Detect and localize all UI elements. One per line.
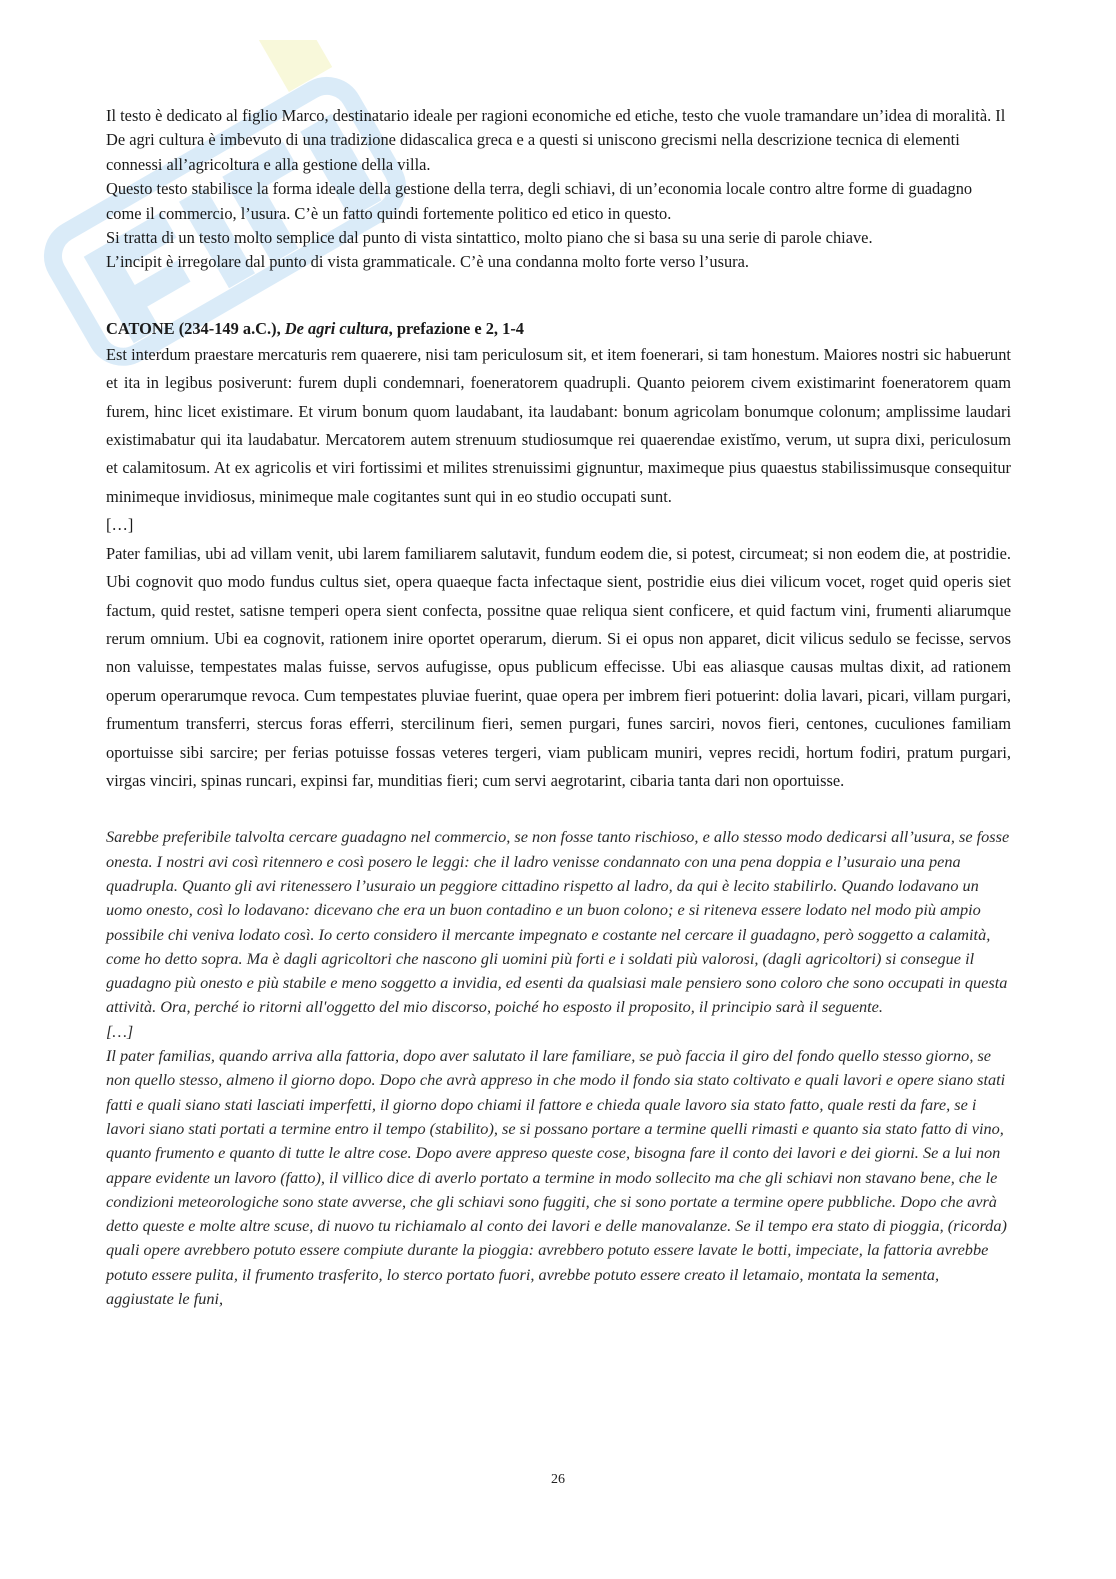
section-heading	[106, 317, 1011, 341]
heading-author: CATONE (234-149 a.C.),	[106, 318, 281, 338]
translation-paragraph: Sarebbe preferibile talvolta cercare guadagno nel commercio, se non fosse tanto rischioso, e allo stesso modo dedicarsi all’usura, se fosse onesta. I nostri avi così ritennero e così posero le leggi: che il ladro venisse condannato con una pena doppia e l’usuraio una pena quadrupla. Quanto gli avi ritenessero l’usuraio un peggiore cittadino rispetto al ladro, da qui è lecito stabilirlo. Quando lodavano un uomo onesto, così lo lodavano: dicevano che era un buon contadino e un buon colono; e si riteneva essere lodato nel modo più ampio possibile chi veniva lodato così. Io certo considero il mercante impegnato e costante nel cercare il guadagno, però soggetto a calamità, come ho detto sopra. Ma è dagli agricoltori che nascono gli uomini più forti e i soldati più valorosi, (dagli agricoltori) si consegue il guadagno più onesto e più stabile e meno soggetto a invidia, ed esenti da qualsiasi male pensiero sono coloro che sono occupati in questa attività. Ora, perché io ritorni all'oggetto del mio discorso, poiché ho esposto il proposito, il principio sarà il seguente.	[106, 827, 1010, 1017]
intro-paragraph: Questo testo stabilisce la forma ideale della gestione della terra, degli schiavi, di un’economia locale contro altre forme di guadagno come il commercio, l’usura. C’è un fatto quindi fortemente politico ed etico in questo.	[106, 179, 973, 223]
intro-paragraph: Si tratta di un testo molto semplice dal punto di vista sintattico, molto piano che si basa su una serie di parole chiave.	[106, 228, 873, 248]
intro-paragraph: Il testo è dedicato al figlio Marco, destinatario ideale per ragioni economiche ed etiche, testo che vuole tramandare un’idea di moralità. Il De agri cultura è imbevuto di una tradizione didascalica greca e a questi si uniscono grecismi nella descrizione tecnica di elementi connessi all’agricoltura e alla gestione della villa.	[106, 106, 1006, 174]
translation-paragraph: Il pater familias, quando arriva alla fattoria, dopo aver salutato il lare familiare, se può faccia il giro del fondo quello stesso giorno, se non quello stesso, almeno il giorno dopo. Dopo che avrà appreso in che modo il fondo sia stato coltivato e quali lavori e opere siano stati fatti e quali siano stati lasciati imperfetti, il giorno dopo chiami il fattore e chieda quale lavoro sia stato fatto, quale resti da fare, se i lavori siano stati portati a termine entro il tempo (stabilito), se si possano portare a termine quelli rimasti e quanto sia stato fatto di vino, quanto frumento e quanto di tutte le altre cose. Dopo avere appreso queste cose, bisogna fare il conto dei lavori e dei giorni. Se a lui non appare evidente un lavoro (fatto), il villico dice di averlo portato a termine in modo sollecito ma che gli schiavi non stavano bene, che le condizioni meteorologiche sono state avverse, che gli schiavi sono fuggiti, che si sono portate a termine opere pubbliche. Dopo che avrà detto queste e molte altre scuse, di nuovo tu richiamalo al conto dei lavori e delle manovalanze. Se il tempo era stato di pioggia, (ricorda) quali opere avrebbero potuto essere compiute durante la pioggia: avrebbero potuto essere lavate le botti, impeciate, la fattoria avrebbe potuto essere pulita, il frumento trasferito, lo sterco portato fuori, avrebbe potuto essere creato il letamaio, montata la sementa, aggiustate le funi,	[106, 1046, 1007, 1308]
ellipsis-marker: […]	[106, 515, 134, 535]
ellipsis-marker: […]	[106, 1021, 134, 1041]
heading-work-title: De agri cultura	[284, 318, 389, 338]
document-page	[106, 104, 1011, 1311]
page-number: 26	[551, 1472, 565, 1487]
translation-text	[106, 825, 1011, 1311]
latin-paragraph: Pater familias, ubi ad villam venit, ubi larem familiarem salutavit, fundum eodem die, si potest, circumeat; si non eodem die, at postridie. Ubi cognovit quo modo fundus cultus siet, opera quaeque facta infectaque sient, postridie eius diei vilicum vocet, roget quid operis siet factum, quid restet, satisne temperi opera sient confecta, possitne quae reliqua sient conficere, et quid factum vini, frumenti aliarumque rerum omnium. Ubi ea cognovit, rationem inire oportet operarum, dierum. Si ei opus non apparet, dicit vilicus sedulo se fecisse, servos non valuisse, tempestates malas fuisse, servos aufugisse, opus publicum effecisse. Ubi eas aliasque causas multas dixit, ad rationem operum operarumque revoca. Cum tempestates pluviae fuerint, quae opera per imbrem fieri potuerint: dolia lavari, picari, villam purgari, frumentum transferri, stercus foras efferri, stercilinum fieri, semen purgari, funes sarciri, novos fieri, centones, cuculiones familiam oportuisse sibi sarcire; per ferias potuisse fossas veteres tergeri, viam publicam muniri, vepres recidi, hortum fodiri, pratum purgari, virgas vinciri, spinas runcari, expinsi far, munditias fieri; cum servi aegrotarint, cibaria tanta dari non oportuisse.	[106, 543, 1011, 790]
intro-section	[106, 104, 1011, 275]
latin-paragraph: Est interdum praestare mercaturis rem quaerere, nisi tam periculosum sit, et item foenerari, si tam honestum. Maiores nostri sic habuerunt et ita in legibus posiverunt: furem dupli condemnari, foeneratorem quadrupli. Quanto peiorem civem existimarint foeneratorem quam furem, hinc licet existimare. Et virum bonum quom laudabant, ita laudabant: bonum agricolam bonumque colonum; amplissime laudari existimabatur qui ita laudabatur. Mercatorem autem strenuum studiosumque rei quaerendae existĭmo, verum, ut supra dixi, periculosum et calamitosum. At ex agricolis et viri fortissimi et milites strenuissimi gignuntur, maximeque pius quaestus stabilissimusque consequitur minimeque invidiosus, minimeque male cogitantes sunt qui in eo studio occupati sunt.	[106, 344, 1011, 506]
latin-text	[106, 341, 1011, 796]
intro-paragraph: L’incipit è irregolare dal punto di vista grammaticale. C’è una condanna molto forte verso l’usura.	[106, 252, 749, 272]
heading-section: , prefazione e 2, 1-4	[388, 318, 524, 338]
